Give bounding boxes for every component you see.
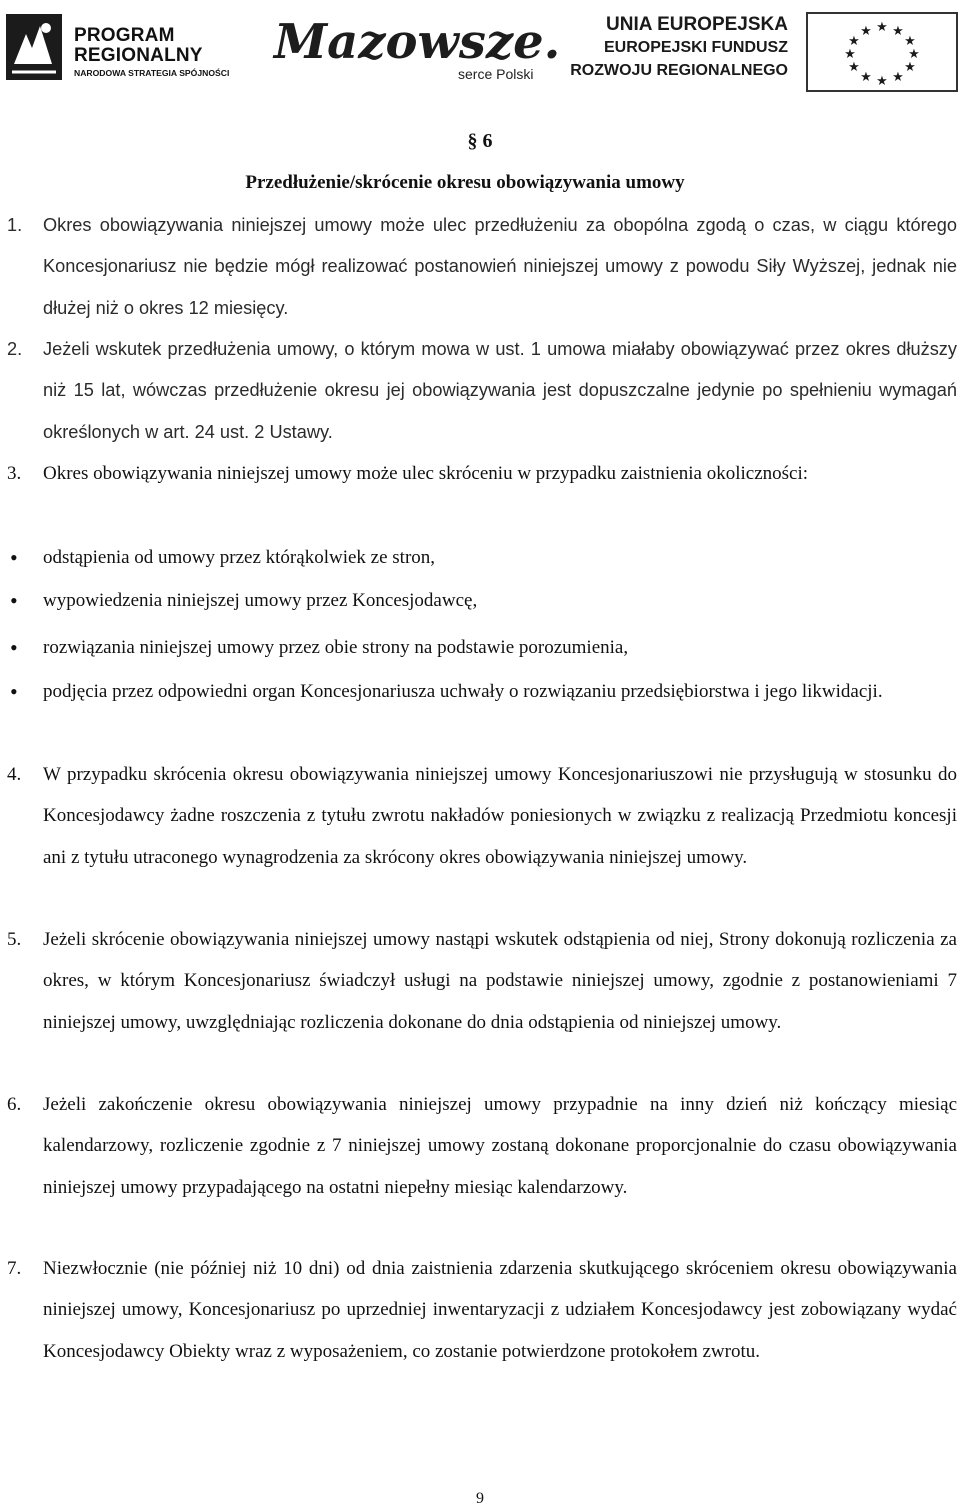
paragraph-1-number: 1. <box>7 215 23 235</box>
mazowsze-tagline: serce Polski <box>458 66 534 82</box>
svg-text:★: ★ <box>848 34 860 49</box>
paragraph-5-text: Jeżeli skrócenie obowiązywania niniejszej umowy nastąpi wskutek odstąpienia od niej, Strony dokonują rozliczenia za okres, w którym Koncesjonariusz świadczył usługi na podstawie niniejszej umowy, zgodnie z postanowieniami 7 niniejszej umowy, uwzględniając rozliczenia dokonane do dnia odstąpienia od niniejszej umowy. <box>43 929 957 1033</box>
svg-text:★: ★ <box>860 70 872 85</box>
bullet-icon: • <box>10 545 18 570</box>
svg-text:★: ★ <box>892 70 904 85</box>
paragraph-1 <box>7 205 957 329</box>
paragraph-6 <box>7 1084 957 1208</box>
list-item-text: podjęcia przez odpowiedni organ Koncesjonariusza uchwały o rozwiązaniu przedsiębiorstwa i jego likwidacji. <box>43 681 883 702</box>
eu-logo-line3: ROZWOJU REGIONALNEGO <box>570 62 788 79</box>
paragraph-5 <box>7 919 957 1043</box>
paragraph-2-number: 2. <box>7 339 23 359</box>
page-number: 9 <box>476 1490 484 1507</box>
bullet-icon: • <box>10 588 18 613</box>
svg-text:★: ★ <box>848 60 860 75</box>
svg-text:★: ★ <box>908 47 920 62</box>
list-item <box>10 627 957 668</box>
program-logo-line1: PROGRAM <box>74 25 175 46</box>
paragraph-2-text-a: Jeżeli wskutek przedłużenia umowy, o którym mowa w ust. 1 umowa miałaby obowiązywać przez okres dłuższy niż 15 lat, wówczas przedłużenie okresu jej obowiązywania jest <box>43 339 957 401</box>
bullet-icon: • <box>10 635 18 660</box>
program-logo-line2: REGIONALNY <box>74 45 203 66</box>
paragraph-5-number: 5. <box>7 929 22 950</box>
svg-text:★: ★ <box>892 24 904 39</box>
paragraph-7-text: Niezwłocznie (nie później niż 10 dni) od dnia zaistnienia zdarzenia skutkującego skróceniem okresu obowiązywania niniejszej umowy, Koncesjonariusz po uprzedniej inwentaryzacji z udziałem Koncesjodawcy jest zobowiązany wydać Koncesjodawcy Obiekty wraz z wyposażeniem, co zostanie potwierdzone protokołem zwrotu. <box>43 1258 957 1362</box>
svg-text:★: ★ <box>876 74 888 89</box>
paragraph-7 <box>7 1248 957 1372</box>
svg-text:★: ★ <box>876 20 888 35</box>
list-item <box>10 671 957 712</box>
section-number-value: 6 <box>482 130 493 152</box>
paragraph-7-number: 7. <box>7 1258 22 1279</box>
paragraph-3-text: Okres obowiązywania niniejszej umowy może ulec skróceniu w przypadku zaistnienia okoliczności: <box>43 463 809 484</box>
svg-text:★: ★ <box>904 60 916 75</box>
paragraph-4 <box>7 754 957 878</box>
paragraph-3 <box>7 453 957 494</box>
paragraph-6-number: 6. <box>7 1094 22 1115</box>
paragraph-2-text-b: dopuszczalne jedynie po spełnieniu wymagań określonych w art. 24 ust. 2 Ustawy. <box>43 380 957 442</box>
list-item-text: rozwiązania niniejszej umowy przez obie strony na podstawie porozumienia, <box>43 637 629 658</box>
paragraph-1-text: Okres obowiązywania niniejszej umowy może ulec przedłużeniu za obopólna zgodą o czas, w ciągu którego Koncesjonariusz nie będzie mógł realizować postanowień niniejszej umowy z powodu Siły Wyższej, jednak nie dłużej niż o okres 12 miesięcy. <box>43 215 957 318</box>
list-item <box>10 580 957 621</box>
list-item <box>10 537 957 578</box>
eu-logo-line1: UNIA EUROPEJSKA <box>606 14 788 35</box>
svg-text:★: ★ <box>844 47 856 62</box>
section-number: § 6 <box>467 130 493 152</box>
paragraph-4-text: W przypadku skrócenia okresu obowiązywania niniejszej umowy Koncesjonariuszowi nie przysługują w stosunku do Koncesjodawcy żadne roszczenia z tytułu zwrotu nakładów poniesionych w związku z realizacją Przedmiotu koncesji ani z tytułu utraconego wynagrodzenia za skrócony okres obowiązywania niniejszej umowy. <box>43 764 957 868</box>
list-item-text: wypowiedzenia niniejszej umowy przez Koncesjodawcę, <box>43 590 478 611</box>
svg-text:★: ★ <box>860 24 872 39</box>
svg-text:★: ★ <box>904 34 916 49</box>
paragraph-4-number: 4. <box>7 764 22 785</box>
mazowsze-wordmark: Mazowsze. <box>274 14 561 70</box>
list-item-text: odstąpienia od umowy przez którąkolwiek ze stron, <box>43 547 436 568</box>
paragraph-3-number: 3. <box>7 463 22 484</box>
paragraph-2 <box>7 329 957 453</box>
program-logo-line3: NARODOWA STRATEGIA SPÓJNOŚCI <box>74 68 230 78</box>
eu-logo-line2: EUROPEJSKI FUNDUSZ <box>603 39 788 56</box>
paragraph-6-text: Jeżeli zakończenie okresu obowiązywania niniejszej umowy przypadnie na inny dzień niż kończący miesiąc kalendarzowy, rozliczenie zgodnie z 7 niniejszej umowy zostaną dokonane proporcjonalnie do czasu obowiązywania niniejszej umowy przypadającego na ostatni niepełny miesiąc kalendarzowy. <box>43 1094 957 1198</box>
section-title: Przedłużenie/skrócenie okresu obowiązywania umowy <box>245 172 685 193</box>
bullet-icon: • <box>10 679 18 704</box>
